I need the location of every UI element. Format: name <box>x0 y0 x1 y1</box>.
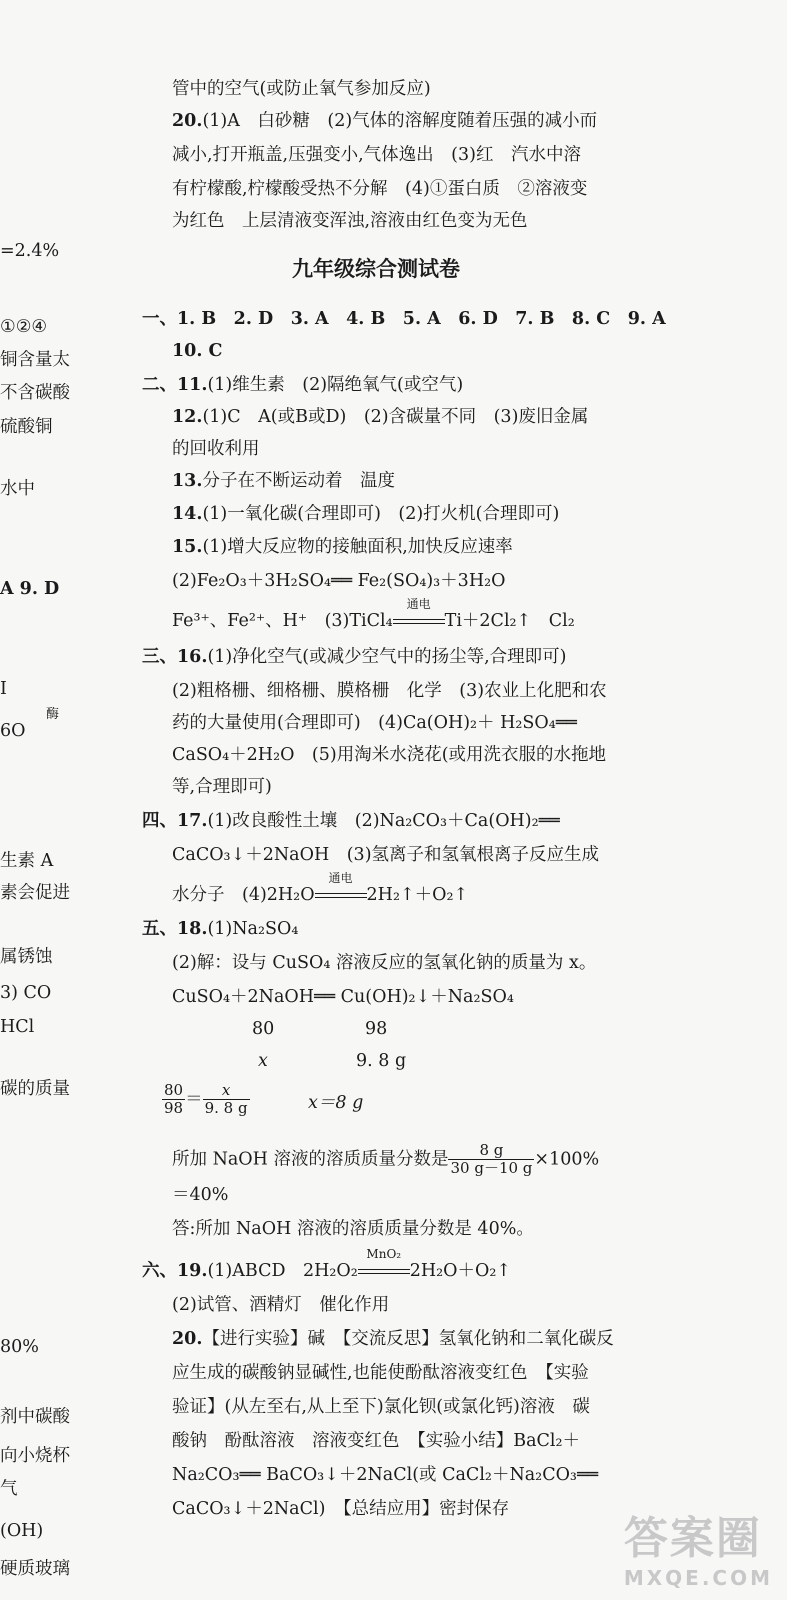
reaction-arrow: MnO₂ <box>358 1262 410 1281</box>
section-title: 九年级综合测试卷 <box>292 257 460 281</box>
margin-text: 80% <box>0 1337 39 1357</box>
q18-proportion: $\frac{80}{98}$ ＝ $\frac{x}{9. 8 g}$ <box>164 1081 248 1118</box>
q18-g: 所加 NaOH 溶液的溶质质量分数是 $\frac{8 g}{30 g-10 g}$ ×100% <box>172 1141 600 1178</box>
q20-a: 20.【进行实验】碱 【交流反思】氢氧化钠和二氧化碳反 <box>172 1329 614 1349</box>
q18: 五、18.(1)Na₂SO₄ <box>142 919 299 939</box>
q16: 三、16.(1)净化空气(或减少空气中的扬尘等,合理即可) <box>142 647 567 667</box>
margin-text: 硫酸铜 <box>0 417 53 437</box>
margin-text: 剂中碳酸 <box>0 1407 70 1427</box>
margin-text: 酶 <box>46 707 60 722</box>
q18-d2: 98 <box>365 1019 388 1039</box>
margin-text: (OH) <box>0 1521 44 1541</box>
margin-text: 生素 A <box>0 851 54 871</box>
q17-c: 水分子 (4)2H₂O 通电 2H₂↑＋O₂↑ <box>172 871 469 905</box>
margin-text: 硬质玻璃 <box>0 1559 70 1579</box>
q20-f: CaCO₃↓＋2NaCl) 【总结应用】密封保存 <box>172 1499 510 1519</box>
q20-b: 应生成的碳酸钠显碱性,也能使酚酞溶液变红色 【实验 <box>172 1363 589 1383</box>
margin-text: ①②④ <box>0 317 48 337</box>
text-line: 管中的空气(或防止氧气参加反应) <box>172 79 431 99</box>
watermark-logo: 答案圈 MXQE.COM <box>623 1513 773 1590</box>
q10: 10. C <box>172 341 223 361</box>
margin-text: 属锈蚀 <box>0 947 53 967</box>
margin-text: 不含碳酸 <box>0 383 70 403</box>
q12: 12.(1)C A(或B或D) (2)含碳量不同 (3)废旧金属 <box>172 407 589 427</box>
margin-text: 碳的质量 <box>0 1079 70 1099</box>
text-line: 为红色 上层清液变浑浊,溶液由红色变为无色 <box>172 211 528 231</box>
q18-b: (2)解：设与 CuSO₄ 溶液反应的氢氧化钠的质量为 x。 <box>172 953 597 973</box>
answer-text: (1)A 白砂糖 (2)气体的溶解度随着压强的减小而 <box>202 111 598 131</box>
q18-h: ＝40% <box>172 1185 229 1205</box>
q18-e2: 9. 8 g <box>356 1051 407 1071</box>
margin-text: 6O <box>0 721 26 741</box>
margin-text: A 9. D <box>0 579 60 599</box>
text-line <box>172 112 597 131</box>
reaction-arrow: 通电 <box>315 886 367 905</box>
q19: 六、19.(1)ABCD 2H₂O₂ MnO₂ 2H₂O＋O₂↑ <box>142 1247 512 1281</box>
q18-d1: 80 <box>252 1019 275 1039</box>
margin-text: 气 <box>0 1479 18 1499</box>
fraction: $\frac{x}{9. 8 g}$ <box>204 1081 248 1118</box>
q20-d: 酸钠 酚酞溶液 溶液变红色 【实验小结】BaCl₂＋ <box>172 1431 581 1451</box>
margin-text: =2.4% <box>0 241 60 261</box>
q17-b: CaCO₃↓＋2NaOH (3)氢离子和氢氧根离子反应生成 <box>172 845 600 865</box>
q18-answer: 答:所加 NaOH 溶液的溶质质量分数是 40%。 <box>172 1219 534 1239</box>
q-number: 20. <box>172 111 203 131</box>
margin-text: 水中 <box>0 479 35 499</box>
q13: 13.分子在不断运动着 温度 <box>172 471 395 491</box>
margin-text: 素会促进 <box>0 883 70 903</box>
q15: 15.(1)增大反应物的接触面积,加快反应速率 <box>172 537 513 557</box>
margin-text: 铜含量太 <box>0 350 70 370</box>
q11: 二、11.(1)维生素 (2)隔绝氧气(或空气) <box>142 375 464 395</box>
q16-b: (2)粗格栅、细格栅、膜格栅 化学 (3)农业上化肥和农 <box>172 681 607 701</box>
q15-ions: Fe³⁺、Fe²⁺、H⁺ (3)TiCl₄ 通电 Ti＋2Cl₂↑ Cl₂ <box>172 597 575 631</box>
q16-e: 等,合理即可) <box>172 777 272 797</box>
q15-eq: (2)Fe₂O₃＋3H₂SO₄══ Fe₂(SO₄)₃＋3H₂O <box>172 571 506 591</box>
fraction: $\frac{8 g}{30 g-10 g}$ <box>450 1141 533 1178</box>
q16-d: CaSO₄＋2H₂O (5)用淘米水浇花(或用洗衣服的水拖地 <box>172 745 607 765</box>
margin-text: 向小烧杯 <box>0 1446 70 1466</box>
margin-text: HCl <box>0 1017 35 1037</box>
q20-c: 验证】(从左至右,从上至下)氯化钡(或氯化钙)溶液 碳 <box>172 1397 590 1417</box>
margin-text: 3) CO <box>0 983 52 1003</box>
q19-b: (2)试管、酒精灯 催化作用 <box>172 1295 390 1315</box>
text-line: 减小,打开瓶盖,压强变小,气体逸出 (3)红 汽水中溶 <box>172 145 581 165</box>
q18-c: CuSO₄＋2NaOH══ Cu(OH)₂↓＋Na₂SO₄ <box>172 987 514 1007</box>
fraction: $\frac{80}{98}$ <box>164 1081 184 1118</box>
q18-e1: x <box>258 1051 268 1071</box>
q18-result: x＝8 g <box>308 1093 364 1113</box>
q17: 四、17.(1)改良酸性土壤 (2)Na₂CO₃＋Ca(OH)₂══ <box>142 811 560 831</box>
text-line: 有柠檬酸,柠檬酸受热不分解 (4)①蛋白质 ②溶液变 <box>172 179 588 199</box>
part-1: 一、1. B 2. D 3. A 4. B 5. A 6. D 7. B 8. C 9. A <box>142 309 666 329</box>
q14: 14.(1)一氧化碳(合理即可) (2)打火机(合理即可) <box>172 504 560 524</box>
q12-cont: 的回收利用 <box>172 439 260 459</box>
q16-c: 药的大量使用(合理即可) (4)Ca(OH)₂＋ H₂SO₄══ <box>172 713 577 733</box>
margin-text: I <box>0 679 7 699</box>
q20-e: Na₂CO₃══ BaCO₃↓＋2NaCl(或 CaCl₂＋Na₂CO₃══ <box>172 1465 599 1485</box>
reaction-arrow: 通电 <box>393 612 445 631</box>
